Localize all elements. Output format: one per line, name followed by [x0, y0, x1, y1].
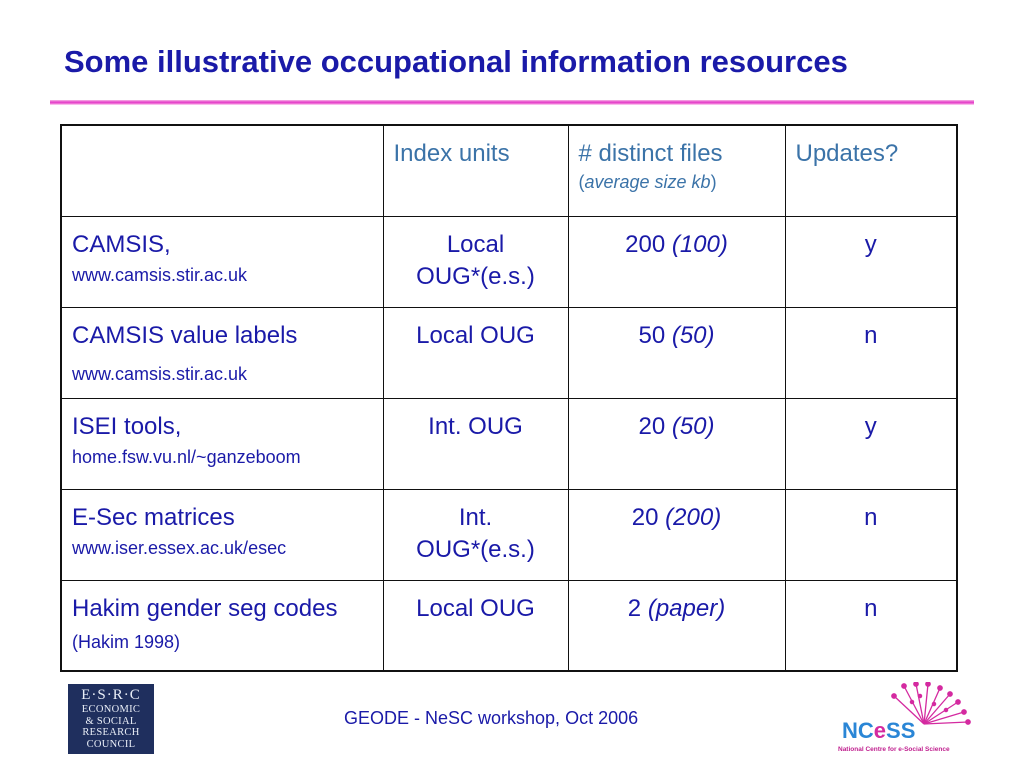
esrc-logo-acronym: E·S·R·C — [81, 687, 141, 703]
header-average-size — [579, 170, 775, 194]
esrc-logo-line: & SOCIAL — [85, 715, 137, 727]
file-count: 50 — [638, 321, 666, 349]
header-distinct-files-label: # distinct files — [578, 140, 723, 167]
resource-url: www.camsis.stir.ac.uk — [72, 264, 248, 285]
resource-url: www.camsis.stir.ac.uk — [72, 363, 248, 384]
distinct-files-cell — [568, 580, 785, 671]
table-row — [61, 398, 957, 489]
resource-cell — [61, 216, 383, 307]
index-units-line2: OUG*(e.s.) — [416, 535, 535, 563]
file-count: 20 — [631, 503, 659, 531]
table-row — [61, 216, 957, 307]
ncess-tagline: National Centre for e-Social Science — [838, 746, 950, 753]
resource-cell — [61, 580, 383, 671]
resource-name: Hakim gender seg codes — [72, 594, 338, 622]
table-row — [61, 307, 957, 398]
ncess-wordmark-e: e — [873, 718, 887, 743]
file-count: 2 — [627, 594, 642, 622]
header-updates: Updates? — [785, 125, 957, 216]
index-units-line1: Int. — [458, 503, 493, 531]
index-units-cell — [383, 216, 568, 307]
index-units-cell — [383, 398, 568, 489]
resource-name: E-Sec matrices — [72, 503, 235, 531]
ncess-wordmark-a: NC — [842, 718, 874, 743]
index-units-cell — [383, 489, 568, 580]
updates-cell: n — [785, 307, 957, 398]
average-size: (50) — [671, 412, 715, 440]
index-units-line1: Int. OUG — [428, 412, 523, 440]
table-header-row — [61, 125, 957, 216]
average-size: (100) — [671, 230, 728, 258]
resource-citation: (Hakim 1998) — [72, 631, 181, 652]
table-row — [61, 489, 957, 580]
index-units-cell — [383, 307, 568, 398]
file-count: 20 — [638, 412, 666, 440]
header-average-size-label: average size kb — [584, 172, 711, 193]
paren-close: ) — [710, 172, 717, 193]
title-underline — [50, 100, 974, 105]
resource-name: ISEI tools, — [72, 412, 182, 440]
resource-url: www.iser.essex.ac.uk/esec — [72, 537, 287, 558]
updates-cell: n — [785, 489, 957, 580]
esrc-logo-line: COUNCIL — [86, 738, 136, 750]
table-row — [61, 580, 957, 671]
slide-title: Some illustrative occupational information resources — [64, 44, 848, 79]
footer-text: GEODE - NeSC workshop, Oct 2006 — [344, 708, 639, 728]
header-empty-cell — [61, 125, 383, 216]
index-units-line1: Local OUG — [416, 321, 535, 349]
resource-cell — [61, 398, 383, 489]
updates-cell: y — [785, 398, 957, 489]
ncess-wordmark — [842, 718, 915, 744]
ncess-logo — [834, 682, 974, 758]
resource-name: CAMSIS, — [72, 230, 171, 258]
resource-cell — [61, 489, 383, 580]
average-size: (50) — [671, 321, 715, 349]
updates-cell: n — [785, 580, 957, 671]
resources-table — [60, 124, 958, 672]
distinct-files-cell — [568, 216, 785, 307]
file-count: 200 — [625, 230, 666, 258]
ncess-wordmark-ss: SS — [886, 718, 916, 743]
average-size: (200) — [665, 503, 722, 531]
distinct-files-cell — [568, 307, 785, 398]
resource-name: CAMSIS value labels — [72, 321, 298, 349]
header-index-units: Index units — [383, 125, 568, 216]
esrc-logo-line: ECONOMIC — [81, 704, 141, 715]
resource-url: home.fsw.vu.nl/~ganzeboom — [72, 446, 301, 467]
distinct-files-cell — [568, 489, 785, 580]
index-units-line1: Local OUG — [416, 594, 535, 622]
esrc-logo-line: RESEARCH — [82, 727, 140, 738]
updates-cell: y — [785, 216, 957, 307]
distinct-files-cell — [568, 398, 785, 489]
resource-cell — [61, 307, 383, 398]
index-units-line2: OUG*(e.s.) — [416, 262, 535, 290]
index-units-line1: Local — [446, 230, 505, 258]
header-distinct-files — [568, 125, 785, 216]
esrc-logo — [68, 684, 154, 754]
paren-open: ( — [578, 172, 585, 193]
average-size: (paper) — [647, 594, 726, 622]
index-units-cell — [383, 580, 568, 671]
